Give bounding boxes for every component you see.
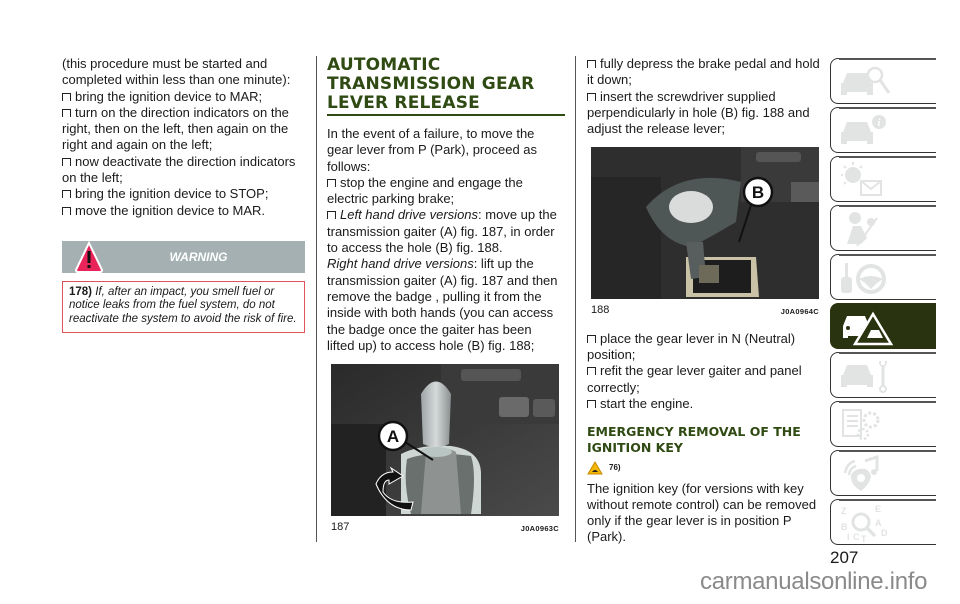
figure-caption xyxy=(331,519,559,537)
subsection-heading: EMERGENCY REMOVAL OF THE IGNITION KEY xyxy=(587,424,801,456)
gear-lever-photo xyxy=(331,364,559,516)
car-maintenance-icon xyxy=(837,357,897,395)
svg-text:B: B xyxy=(751,183,765,203)
airbag-safety-icon xyxy=(837,210,897,248)
tab-car-search[interactable] xyxy=(830,58,936,104)
warning-box xyxy=(62,281,305,334)
list-item: stop the engine and engage the electric parking brake; xyxy=(327,174,523,207)
caution-triangle-icon xyxy=(587,461,603,475)
svg-text:I: I xyxy=(847,532,850,542)
list-item: place the gear lever in N (Neutral) position; xyxy=(587,330,796,363)
list-item: bring the ignition device to MAR; xyxy=(62,89,305,105)
svg-text:E: E xyxy=(875,504,882,514)
list-item: insert the screwdriver supplied perpendicularly in hole (B) fig. 188 and adjust the release lever; xyxy=(587,88,810,137)
svg-text:A: A xyxy=(386,427,400,447)
tab-servicing[interactable] xyxy=(830,352,936,398)
bullet-icon xyxy=(587,335,596,343)
figure-187 xyxy=(331,364,559,537)
warning-reference: 76) xyxy=(587,460,821,476)
list-item: bring the ignition device to STOP; xyxy=(62,186,305,202)
list-item: turn on the direction indicators on the right, then on the left, then again on the right and again on the left; xyxy=(62,104,289,153)
list-item: move the ignition device to MAR. xyxy=(62,203,305,219)
warning-text: If, after an impact, you smell fuel or notice leaks from the fuel system, do not reactivate the system to avoid the risk of fire. xyxy=(69,285,297,325)
svg-text:A: A xyxy=(875,518,882,528)
car-info-icon xyxy=(837,112,897,150)
list-item: now deactivate the direction indicators on the left; xyxy=(62,153,296,186)
list-item: fully depress the brake pedal and hold it down; xyxy=(587,56,820,88)
watermark: carmanualsonline.info xyxy=(700,568,928,595)
section-heading: AUTOMATIC TRANSMISSION GEAR LEVER RELEASE xyxy=(327,55,535,113)
car-search-icon xyxy=(837,63,897,101)
figure-number: 188 xyxy=(591,304,610,317)
tab-safety[interactable] xyxy=(830,205,936,251)
tab-index[interactable] xyxy=(830,499,936,545)
heading-rule xyxy=(327,114,565,116)
bullet-icon xyxy=(62,158,71,166)
right-column xyxy=(587,56,821,546)
bullet-icon xyxy=(587,93,596,101)
figure-number: 187 xyxy=(331,521,350,534)
key-steering-wheel-icon xyxy=(837,259,897,297)
bullet-icon xyxy=(587,367,596,375)
list-item-continued: Right hand drive versions: lift up the transmission gaiter (A) fig. 187 and then remove the badge , pulling it from the inside with both hands (you can access the badge once the gaiter has been lifted up) to access hole (B) fig. 188; xyxy=(327,256,558,353)
section-intro: In the event of a failure, to move the gear lever from P (Park), proceed as follows: xyxy=(327,126,538,174)
svg-text:C: C xyxy=(853,532,860,542)
tab-emergency[interactable] xyxy=(830,303,936,349)
specifications-gear-icon xyxy=(837,406,897,444)
bullet-icon xyxy=(587,400,596,408)
figure-caption xyxy=(591,302,819,320)
figure-code: J0A0964C xyxy=(780,307,819,317)
figure-188 xyxy=(591,147,819,320)
warning-title: WARNING xyxy=(169,249,228,264)
procedure-intro: (this procedure must be started and completed within less than one minute): xyxy=(62,56,291,88)
multimedia-icon xyxy=(837,455,897,493)
page-number: 207 xyxy=(830,548,859,567)
left-column xyxy=(62,56,305,333)
warning-header xyxy=(62,241,305,273)
bullet-icon xyxy=(587,60,596,68)
svg-text:B: B xyxy=(841,522,848,532)
bullet-icon xyxy=(62,190,71,198)
index-search-icon xyxy=(837,504,897,542)
car-breakdown-triangle-icon xyxy=(837,308,897,346)
svg-text:T: T xyxy=(861,534,867,542)
bullet-icon xyxy=(327,179,336,187)
list-item: start the engine. xyxy=(587,396,821,412)
bullet-icon xyxy=(62,93,71,101)
paragraph: The ignition key (for versions with key without remote control) can be removed only if the gear lever is in position P (Park). xyxy=(587,480,817,545)
list-item: Left hand drive versions: move up the transmission gaiter (A) fig. 187, in order to access the hole (B) fig. 188. xyxy=(327,207,557,256)
tab-warning-lights[interactable] xyxy=(830,156,936,202)
gear-lever-hole-photo xyxy=(591,147,819,299)
bullet-icon xyxy=(62,207,71,215)
list-item: refit the gear lever gaiter and panel correctly; xyxy=(587,363,802,395)
warning-number: 178) xyxy=(69,285,93,298)
figure-code: J0A0963C xyxy=(520,524,559,534)
tab-technical-data[interactable] xyxy=(830,401,936,447)
middle-column xyxy=(327,56,562,537)
bullet-icon xyxy=(327,211,336,219)
svg-text:D: D xyxy=(881,528,888,538)
svg-text:Z: Z xyxy=(841,506,847,516)
column-divider xyxy=(575,56,576,542)
tab-starting-driving[interactable] xyxy=(830,254,936,300)
bullet-icon xyxy=(62,109,71,117)
tab-multimedia[interactable] xyxy=(830,450,936,496)
column-divider xyxy=(316,56,317,542)
warning-lights-icon xyxy=(837,161,897,199)
svg-text:i: i xyxy=(877,118,881,129)
tab-car-info[interactable] xyxy=(830,107,936,153)
chapter-tabs xyxy=(830,58,936,548)
